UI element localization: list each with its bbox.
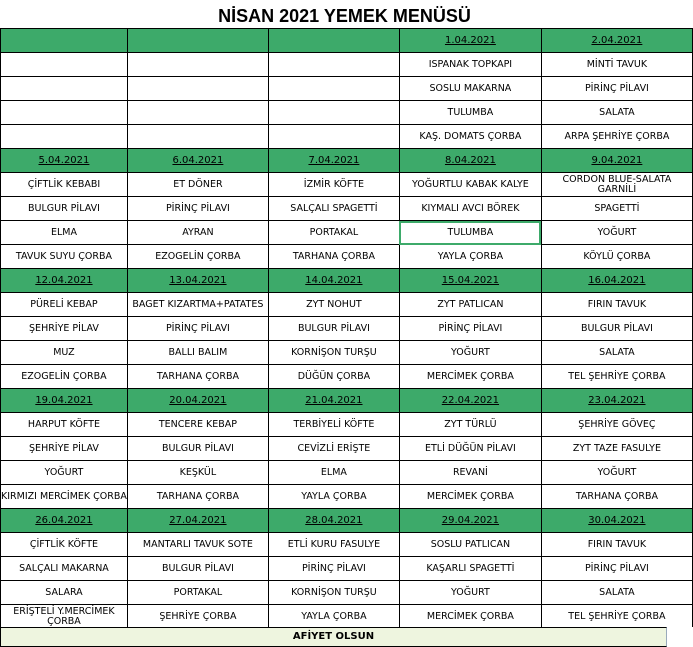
date-cell[interactable]: 22.04.2021: [399, 389, 541, 413]
meal-cell[interactable]: HARPUT KÖFTE: [1, 413, 128, 437]
meal-row: [1, 365, 693, 389]
meal-cell[interactable]: İZMİR KÖFTE: [268, 173, 399, 197]
empty-cell[interactable]: [1, 77, 128, 101]
date-cell[interactable]: 20.04.2021: [127, 389, 268, 413]
date-cell[interactable]: 16.04.2021: [541, 269, 692, 293]
meal-cell[interactable]: TULUMBA: [399, 221, 541, 245]
meal-cell[interactable]: ERİŞTELİ Y.MERCİMEK ÇORBA: [1, 605, 128, 629]
meal-cell[interactable]: BAGET KIZARTMA+PATATES: [127, 293, 268, 317]
meal-cell[interactable]: PÜRELİ KEBAP: [1, 293, 128, 317]
date-cell[interactable]: 30.04.2021: [541, 509, 692, 533]
meal-cell[interactable]: BULGUR PİLAVI: [268, 317, 399, 341]
date-cell[interactable]: 19.04.2021: [1, 389, 128, 413]
date-cell[interactable]: [268, 29, 399, 53]
date-cell[interactable]: 6.04.2021: [127, 149, 268, 173]
meal-cell[interactable]: FIRIN TAVUK: [541, 533, 692, 557]
meal-cell[interactable]: SOSLU PATLICAN: [399, 533, 541, 557]
meal-cell[interactable]: PİRİNÇ PİLAVI: [127, 197, 268, 221]
meal-cell[interactable]: ETLİ KURU FASULYE: [268, 533, 399, 557]
page-title: NİSAN 2021 YEMEK MENÜSÜ: [0, 4, 689, 29]
meal-cell[interactable]: ZYT NOHUT: [268, 293, 399, 317]
date-row: [1, 509, 693, 533]
meal-cell[interactable]: KORNİŞON TURŞU: [268, 341, 399, 365]
date-row: [1, 389, 693, 413]
empty-cell[interactable]: [127, 101, 268, 125]
meal-row: [1, 485, 693, 509]
meal-cell[interactable]: PİRİNÇ PİLAVI: [399, 317, 541, 341]
meal-cell[interactable]: YOĞURT: [1, 461, 128, 485]
meal-cell[interactable]: PİRİNÇ PİLAVI: [268, 557, 399, 581]
meal-cell[interactable]: TARHANA ÇORBA: [268, 245, 399, 269]
meal-cell[interactable]: TARHANA ÇORBA: [541, 485, 692, 509]
meal-cell[interactable]: TENCERE KEBAP: [127, 413, 268, 437]
date-cell[interactable]: 5.04.2021: [1, 149, 128, 173]
meal-cell[interactable]: MERCİMEK ÇORBA: [399, 485, 541, 509]
meal-row: [1, 413, 693, 437]
meal-row: [1, 317, 693, 341]
meal-cell[interactable]: KAŞARLI SPAGETTİ: [399, 557, 541, 581]
empty-cell[interactable]: [1, 53, 128, 77]
empty-cell[interactable]: [127, 77, 268, 101]
meal-cell[interactable]: ÇİFTLİK KEBABI: [1, 173, 128, 197]
meal-cell[interactable]: KEŞKÜL: [127, 461, 268, 485]
sheet-edge: [667, 627, 693, 645]
meal-cell[interactable]: SALÇALI SPAGETTİ: [268, 197, 399, 221]
meal-cell[interactable]: SALATA: [541, 581, 692, 605]
meal-cell[interactable]: KIYMALI AVCI BÖREK: [399, 197, 541, 221]
meal-cell[interactable]: TARHANA ÇORBA: [127, 365, 268, 389]
footer-note: AFİYET OLSUN: [0, 627, 667, 647]
date-cell[interactable]: 8.04.2021: [399, 149, 541, 173]
meal-cell[interactable]: BULGUR PİLAVI: [127, 437, 268, 461]
date-cell[interactable]: 27.04.2021: [127, 509, 268, 533]
meal-row: [1, 221, 693, 245]
meal-cell[interactable]: MANTARLI TAVUK SOTE: [127, 533, 268, 557]
empty-cell[interactable]: [127, 53, 268, 77]
meal-cell[interactable]: KAŞ. DOMATS ÇORBA: [399, 125, 541, 149]
empty-cell[interactable]: [1, 125, 128, 149]
empty-cell[interactable]: [268, 77, 399, 101]
meal-cell[interactable]: BULGUR PİLAVI: [541, 317, 692, 341]
meal-cell[interactable]: CORDON BLUE-SALATA GARNİLİ: [541, 173, 692, 197]
meal-cell[interactable]: KIRMIZI MERCİMEK ÇORBA: [1, 485, 128, 509]
date-cell[interactable]: 29.04.2021: [399, 509, 541, 533]
meal-cell[interactable]: SALATA: [541, 341, 692, 365]
meal-cell[interactable]: FIRIN TAVUK: [541, 293, 692, 317]
meal-cell[interactable]: PİRİNÇ PİLAVI: [541, 77, 692, 101]
date-cell[interactable]: 2.04.2021: [541, 29, 692, 53]
meal-cell[interactable]: ELMA: [268, 461, 399, 485]
meal-cell[interactable]: ETLİ DÜĞÜN PİLAVI: [399, 437, 541, 461]
meal-cell[interactable]: ARPA ŞEHRİYE ÇORBA: [541, 125, 692, 149]
meal-row: [1, 197, 693, 221]
meal-cell[interactable]: YOĞURT: [541, 221, 692, 245]
meal-cell[interactable]: MERCİMEK ÇORBA: [399, 605, 541, 629]
meal-row: [1, 341, 693, 365]
meal-cell[interactable]: TEL ŞEHRİYE ÇORBA: [541, 365, 692, 389]
meal-cell[interactable]: YOĞURT: [541, 461, 692, 485]
meal-cell[interactable]: YAYLA ÇORBA: [268, 605, 399, 629]
meal-cell[interactable]: MİNTİ TAVUK: [541, 53, 692, 77]
meal-row: [1, 293, 693, 317]
empty-cell[interactable]: [268, 125, 399, 149]
meal-row: [1, 53, 693, 77]
meal-row: [1, 77, 693, 101]
meal-cell[interactable]: SPAGETTİ: [541, 197, 692, 221]
meal-cell[interactable]: YOĞURT: [399, 581, 541, 605]
date-cell[interactable]: [1, 29, 128, 53]
meal-cell[interactable]: TERBİYELİ KÖFTE: [268, 413, 399, 437]
meal-cell[interactable]: MUZ: [1, 341, 128, 365]
meal-row: [1, 533, 693, 557]
meal-cell[interactable]: REVANİ: [399, 461, 541, 485]
meal-cell[interactable]: AYRAN: [127, 221, 268, 245]
meal-cell[interactable]: PİRİNÇ PİLAVI: [541, 557, 692, 581]
date-cell[interactable]: 12.04.2021: [1, 269, 128, 293]
meal-cell[interactable]: KORNİŞON TURŞU: [268, 581, 399, 605]
meal-cell[interactable]: PİRİNÇ PİLAVI: [127, 317, 268, 341]
date-cell[interactable]: 9.04.2021: [541, 149, 692, 173]
date-row: [1, 29, 693, 53]
meal-cell[interactable]: ET DÖNER: [127, 173, 268, 197]
meal-row: [1, 101, 693, 125]
meal-cell[interactable]: TULUMBA: [399, 101, 541, 125]
meal-cell[interactable]: EZOGELİN ÇORBA: [1, 365, 128, 389]
meal-cell[interactable]: SOSLU MAKARNA: [399, 77, 541, 101]
meal-cell[interactable]: ŞEHRİYE PİLAV: [1, 317, 128, 341]
date-cell[interactable]: 7.04.2021: [268, 149, 399, 173]
date-cell[interactable]: [127, 29, 268, 53]
meal-cell[interactable]: ELMA: [1, 221, 128, 245]
date-cell[interactable]: 26.04.2021: [1, 509, 128, 533]
meal-cell[interactable]: YOĞURT: [399, 341, 541, 365]
date-row: [1, 269, 693, 293]
meal-cell[interactable]: SALÇALI MAKARNA: [1, 557, 128, 581]
meal-cell[interactable]: YAYLA ÇORBA: [399, 245, 541, 269]
date-cell[interactable]: 21.04.2021: [268, 389, 399, 413]
meal-row: [1, 125, 693, 149]
meal-cell[interactable]: ZYT TAZE FASULYE: [541, 437, 692, 461]
menu-table: [0, 28, 693, 629]
meal-cell[interactable]: KÖYLÜ ÇORBA: [541, 245, 692, 269]
date-cell[interactable]: 23.04.2021: [541, 389, 692, 413]
meal-cell[interactable]: ISPANAK TOPKAPI: [399, 53, 541, 77]
meal-row: [1, 605, 693, 629]
meal-cell[interactable]: BULGUR PİLAVI: [1, 197, 128, 221]
meal-row: [1, 557, 693, 581]
meal-cell[interactable]: PORTAKAL: [127, 581, 268, 605]
date-row: [1, 149, 693, 173]
date-cell[interactable]: 14.04.2021: [268, 269, 399, 293]
meal-row: [1, 437, 693, 461]
meal-row: [1, 461, 693, 485]
meal-cell[interactable]: EZOGELİN ÇORBA: [127, 245, 268, 269]
empty-cell[interactable]: [268, 53, 399, 77]
meal-row: [1, 173, 693, 197]
meal-cell[interactable]: PORTAKAL: [268, 221, 399, 245]
meal-cell[interactable]: SALATA: [541, 101, 692, 125]
meal-cell[interactable]: TARHANA ÇORBA: [127, 485, 268, 509]
meal-row: [1, 245, 693, 269]
meal-cell[interactable]: ŞEHRİYE ÇORBA: [127, 605, 268, 629]
meal-cell[interactable]: CEVİZLİ ERİŞTE: [268, 437, 399, 461]
meal-cell[interactable]: ÇİFTLİK KÖFTE: [1, 533, 128, 557]
meal-cell[interactable]: TEL ŞEHRİYE ÇORBA: [541, 605, 692, 629]
empty-cell[interactable]: [1, 101, 128, 125]
date-cell[interactable]: 1.04.2021: [399, 29, 541, 53]
meal-cell[interactable]: YAYLA ÇORBA: [268, 485, 399, 509]
meal-cell[interactable]: BULGUR PİLAVI: [127, 557, 268, 581]
date-cell[interactable]: 13.04.2021: [127, 269, 268, 293]
meal-cell[interactable]: DÜĞÜN ÇORBA: [268, 365, 399, 389]
meal-cell[interactable]: ZYT TÜRLÜ: [399, 413, 541, 437]
meal-cell[interactable]: ZYT PATLICAN: [399, 293, 541, 317]
meal-cell[interactable]: YOĞURTLU KABAK KALYE: [399, 173, 541, 197]
empty-cell[interactable]: [127, 125, 268, 149]
meal-cell[interactable]: SALARA: [1, 581, 128, 605]
empty-cell[interactable]: [268, 101, 399, 125]
meal-cell[interactable]: MERCİMEK ÇORBA: [399, 365, 541, 389]
meal-cell[interactable]: ŞEHRİYE GÖVEÇ: [541, 413, 692, 437]
meal-cell[interactable]: ŞEHRİYE PİLAV: [1, 437, 128, 461]
meal-row: [1, 581, 693, 605]
meal-cell[interactable]: TAVUK SUYU ÇORBA: [1, 245, 128, 269]
date-cell[interactable]: 15.04.2021: [399, 269, 541, 293]
meal-cell[interactable]: BALLI BALIM: [127, 341, 268, 365]
date-cell[interactable]: 28.04.2021: [268, 509, 399, 533]
